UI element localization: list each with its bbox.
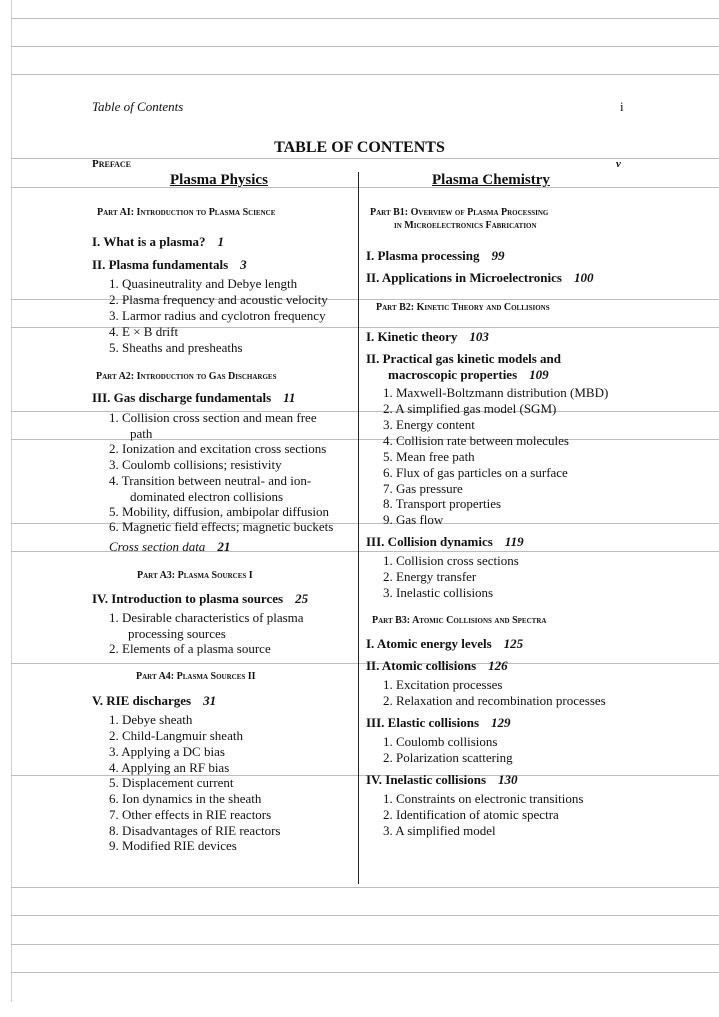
ruled-line <box>11 887 719 888</box>
toc-entry-page: 99 <box>491 248 505 263</box>
list-item: 1. Maxwell-Boltzmann distribution (MBD) <box>383 385 609 400</box>
list-item: path <box>130 426 153 441</box>
list-item: 6. Ion dynamics in the sheath <box>109 791 262 806</box>
toc-entry-page: 25 <box>295 591 309 606</box>
toc-entry <box>92 234 224 250</box>
list-item: 4. Applying an RF bias <box>109 760 230 775</box>
list-item: 9. Modified RIE devices <box>109 838 237 853</box>
toc-entry-page: 109 <box>529 367 549 382</box>
toc-entry-label: macroscopic properties <box>388 367 518 382</box>
list-item: 3. Inelastic collisions <box>383 585 494 600</box>
toc-entry <box>92 591 308 607</box>
toc-entry-page: 103 <box>469 329 489 344</box>
toc-entry <box>92 257 247 273</box>
toc-entry-page: 1 <box>217 234 225 249</box>
toc-entry <box>366 248 505 264</box>
toc-entry-label: III. Collision dynamics <box>366 534 493 549</box>
ruled-line <box>11 187 719 188</box>
toc-entry <box>388 367 549 383</box>
preface-label: Preface <box>92 158 132 170</box>
list-item: dominated electron collisions <box>130 489 284 504</box>
toc-entry-label: IV. Introduction to plasma sources <box>92 591 284 606</box>
list-item: 1. Constraints on electronic transitions <box>383 791 584 806</box>
toc-entry-label: I. Plasma processing <box>366 248 480 263</box>
ruled-line <box>11 46 719 47</box>
list-item: 6. Magnetic field effects; magnetic buckets <box>109 519 334 534</box>
list-item: 3. Larmor radius and cyclotron frequency <box>109 308 326 323</box>
toc-entry <box>109 539 230 555</box>
part-a2-heading: Part A2: Introduction to Gas Discharges <box>96 371 277 382</box>
toc-entry <box>366 636 523 652</box>
toc-entry-label: III. Gas discharge fundamentals <box>92 390 272 405</box>
list-item: 4. Collision rate between molecules <box>383 433 569 448</box>
list-item: 1. Collision cross section and mean free <box>109 410 317 425</box>
toc-entry <box>366 658 508 674</box>
list-item: 1. Desirable characteristics of plasma <box>109 610 304 625</box>
list-item: 2. Child-Langmuir sheath <box>109 728 243 743</box>
preface-page: v <box>616 158 621 170</box>
toc-entry-page: 100 <box>573 270 594 285</box>
toc-entry-label: II. Applications in Microelectronics <box>366 270 562 285</box>
ruled-line <box>11 18 719 19</box>
toc-entry-label: II. Practical gas kinetic models and <box>366 351 561 366</box>
list-item: 9. Gas flow <box>383 512 444 527</box>
ruled-line <box>11 74 719 75</box>
toc-entry <box>92 390 295 406</box>
list-item: 1. Quasineutrality and Debye length <box>109 276 298 291</box>
list-item: processing sources <box>128 626 226 641</box>
toc-entry-label: II. Plasma fundamentals <box>92 257 229 272</box>
toc-entry <box>366 772 518 788</box>
list-item: 3. Coulomb collisions; resistivity <box>109 457 282 472</box>
list-item: 5. Displacement current <box>109 775 234 790</box>
list-item: 6. Flux of gas particles on a surface <box>383 465 568 480</box>
list-item: 2. Identification of atomic spectra <box>383 807 559 822</box>
part-b3-heading: Part B3: Atomic Collisions and Spectra <box>372 615 547 626</box>
ruled-line <box>11 663 719 664</box>
list-item: 2. Plasma frequency and acoustic velocity <box>109 292 328 307</box>
list-item: 3. A simplified model <box>383 823 496 838</box>
list-item: 2. Elements of a plasma source <box>109 641 271 656</box>
list-item: 1. Collision cross sections <box>383 553 519 568</box>
page-title: TABLE OF CONTENTS <box>274 139 445 156</box>
right-column-heading: Plasma Chemistry <box>432 172 550 188</box>
list-item: 3. Energy content <box>383 417 475 432</box>
list-item: 8. Disadvantages of RIE reactors <box>109 823 281 838</box>
toc-entry-label: V. RIE discharges <box>92 693 192 708</box>
part-b2-heading: Part B2: Kinetic Theory and Collisions <box>376 302 550 313</box>
toc-entry-label: I. What is a plasma? <box>92 234 206 249</box>
list-item: 1. Debye sheath <box>109 712 193 727</box>
list-item: 1. Excitation processes <box>383 677 503 692</box>
running-title: Table of Contents <box>92 99 184 114</box>
ruled-line <box>11 915 719 916</box>
list-item: 4. E × B drift <box>109 324 179 339</box>
left-column-heading: Plasma Physics <box>170 172 268 188</box>
toc-entry <box>366 715 511 731</box>
toc-entry-page: 129 <box>491 715 511 730</box>
list-item: 1. Coulomb collisions <box>383 734 498 749</box>
ruled-line <box>11 439 719 440</box>
list-item: 2. Polarization scattering <box>383 750 513 765</box>
part-a1-heading: Part AI: Introduction to Plasma Science <box>97 207 276 218</box>
list-item: 2. A simplified gas model (SGM) <box>383 401 557 416</box>
toc-entry-page: 130 <box>498 772 518 787</box>
list-item: 2. Energy transfer <box>383 569 477 584</box>
toc-entry-page: 31 <box>203 693 217 708</box>
ruled-line <box>11 972 719 973</box>
list-item: 5. Mobility, diffusion, ambipolar diffusion <box>109 504 330 519</box>
list-item: 7. Other effects in RIE reactors <box>109 807 272 822</box>
toc-entry-page: 125 <box>503 636 524 651</box>
part-a4-heading: Part A4: Plasma Sources II <box>136 671 256 682</box>
list-item: 2. Ionization and excitation cross sections <box>109 441 327 456</box>
list-item: 5. Mean free path <box>383 449 475 464</box>
page-number: i <box>620 99 624 114</box>
toc-entry-label: I. Kinetic theory <box>366 329 458 344</box>
part-b1-heading-cont: in Microelectronics Fabrication <box>394 220 537 231</box>
toc-entry-page: 126 <box>488 658 508 673</box>
list-item: 4. Transition between neutral- and ion- <box>109 473 312 488</box>
part-b1-heading: Part B1: Overview of Plasma Processing <box>370 207 549 218</box>
toc-entry-page: 3 <box>240 257 247 272</box>
toc-entry-page: 119 <box>504 534 524 549</box>
toc-entry-label: III. Elastic collisions <box>366 715 480 730</box>
toc-entry-label: I. Atomic energy levels <box>366 636 492 651</box>
toc-entry-page: 11 <box>283 390 296 405</box>
column-divider <box>358 172 359 884</box>
toc-entry <box>92 693 216 709</box>
toc-entry <box>366 329 489 345</box>
toc-entry-page: 21 <box>217 539 231 554</box>
ruled-line <box>11 944 719 945</box>
part-a3-heading: Part A3: Plasma Sources I <box>137 570 253 581</box>
list-item: 8. Transport properties <box>383 496 502 511</box>
list-item: 2. Relaxation and recombination processes <box>383 693 606 708</box>
list-item: 7. Gas pressure <box>383 481 463 496</box>
toc-entry <box>366 534 524 550</box>
toc-entry-label: II. Atomic collisions <box>366 658 477 673</box>
list-item: 5. Sheaths and presheaths <box>109 340 243 355</box>
toc-entry-label: Cross section data <box>109 539 206 554</box>
toc-entry <box>366 270 593 286</box>
list-item: 3. Applying a DC bias <box>109 744 225 759</box>
toc-entry-label: IV. Inelastic collisions <box>366 772 487 787</box>
